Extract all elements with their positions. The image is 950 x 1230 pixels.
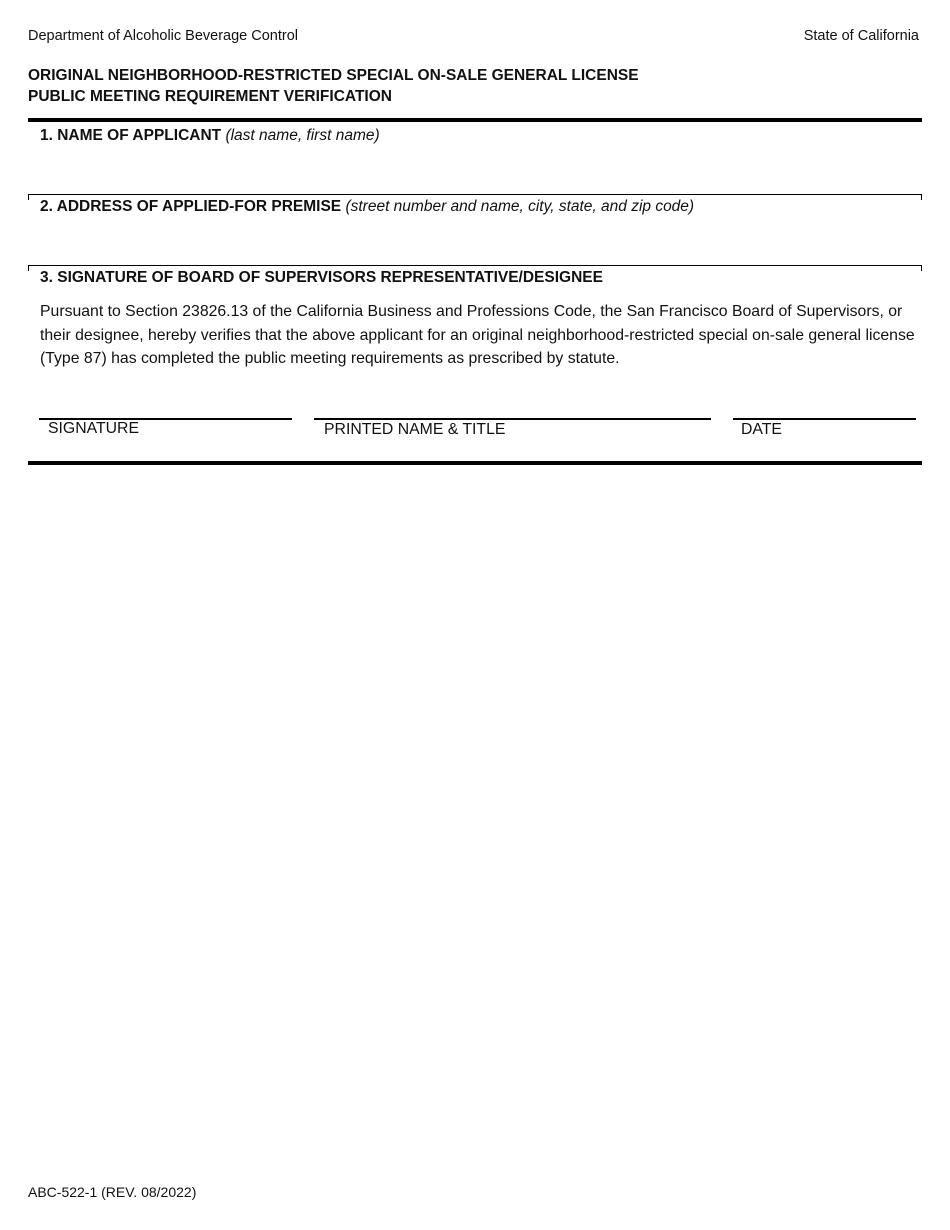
section-2-divider-tick-right	[921, 265, 922, 271]
section-1-divider-tick-right	[921, 194, 922, 200]
signature-label: SIGNATURE	[48, 420, 139, 437]
premise-address-hint: (street number and name, city, state, and zip code)	[345, 198, 695, 215]
premise-address-field[interactable]	[40, 221, 920, 261]
date-label: DATE	[741, 421, 782, 438]
applicant-name-hint: (last name, first name)	[225, 127, 380, 144]
date-line[interactable]	[733, 418, 916, 420]
section-1-divider-tick-left	[28, 194, 29, 200]
section-1-label	[40, 127, 380, 145]
signature-section-label: 3. SIGNATURE OF BOARD OF SUPERVISORS REPRESENTATIVE/DESIGNEE	[40, 269, 603, 286]
printed-name-line[interactable]	[314, 418, 711, 420]
top-divider	[28, 118, 922, 122]
section-1-divider	[28, 194, 922, 195]
form-title-line-2: PUBLIC MEETING REQUIREMENT VERIFICATION	[28, 88, 392, 105]
section-2-label	[40, 198, 694, 216]
bottom-divider	[28, 461, 922, 465]
applicant-name-label: 1. NAME OF APPLICANT	[40, 127, 222, 144]
section-2-divider	[28, 265, 922, 266]
section-3-label	[40, 269, 603, 287]
verification-statement: Pursuant to Section 23826.13 of the California Business and Professions Code, the San Francisco Board of Supervisors, or their designee, hereby verifies that the above applicant for an original neighborhood-restricted special on-sale general license (Type 87) has completed the public meeting requirements as prescribed by statute.	[40, 303, 915, 367]
premise-address-label: 2. ADDRESS OF APPLIED-FOR PREMISE	[40, 198, 342, 215]
department-name: Department of Alcoholic Beverage Control	[28, 28, 299, 44]
form-number: ABC-522-1 (REV. 08/2022)	[28, 1184, 197, 1200]
printed-name-label: PRINTED NAME & TITLE	[324, 421, 506, 438]
state-name: State of California	[803, 28, 919, 44]
form-title-line-1: ORIGINAL NEIGHBORHOOD-RESTRICTED SPECIAL ON-SALE GENERAL LICENSE	[28, 67, 639, 84]
section-2-divider-tick-left	[28, 265, 29, 271]
form-title	[28, 65, 639, 107]
applicant-name-field[interactable]	[40, 150, 920, 190]
